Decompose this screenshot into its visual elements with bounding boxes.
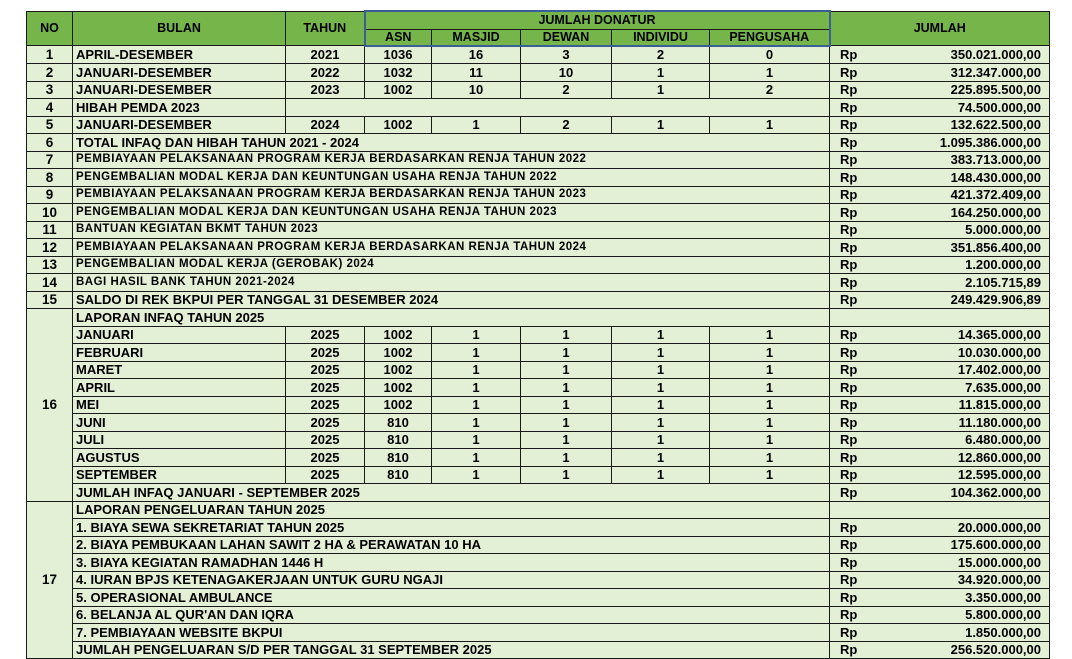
tahun-cell: 2025 [286,379,365,397]
table-row [27,81,1050,99]
table-row [27,46,1050,64]
bulan-cell: JULI [73,431,286,449]
empty-amount-cell [830,501,1050,519]
amount-cell: 421.372.409,00 [868,186,1050,204]
table-row [27,116,1050,134]
expense-row [27,624,1050,642]
currency-label: Rp [830,519,868,537]
row-number: 10 [27,204,73,222]
month-row [27,379,1050,397]
header-tahun: TAHUN [286,11,365,46]
masjid-cell: 16 [432,46,521,64]
row-number: 9 [27,186,73,204]
month-row [27,361,1050,379]
amount-cell: 225.895.500,00 [868,81,1050,99]
currency-label: Rp [830,46,868,64]
amount-cell: 11.815.000,00 [868,396,1050,414]
expense-row [27,606,1050,624]
asn-cell: 810 [365,466,432,484]
amount-cell: 312.347.000,00 [868,64,1050,82]
expense-row [27,589,1050,607]
amount-cell: 175.600.000,00 [868,536,1050,554]
amount-cell: 104.362.000,00 [868,484,1050,502]
amount-cell: 6.480.000,00 [868,431,1050,449]
description-cell: TOTAL INFAQ DAN HIBAH TAHUN 2021 - 2024 [73,134,830,152]
individu-cell: 1 [612,396,710,414]
pengusaha-cell: 1 [710,116,830,134]
amount-cell: 5.800.000,00 [868,606,1050,624]
individu-cell: 1 [612,116,710,134]
individu-cell: 1 [612,344,710,362]
row-number: 14 [27,274,73,292]
expense-row [27,519,1050,537]
table-row [27,186,1050,204]
masjid-cell: 1 [432,466,521,484]
currency-label: Rp [830,186,868,204]
table-row [27,291,1050,309]
amount-cell: 164.250.000,00 [868,204,1050,222]
month-row [27,449,1050,467]
tahun-cell: 2023 [286,81,365,99]
amount-cell: 2.105.715,89 [868,274,1050,292]
currency-label: Rp [830,379,868,397]
table-row [27,239,1050,257]
header-pengusaha: PENGUSAHA [710,29,830,46]
row-number: 7 [27,151,73,169]
expense-label: 2. BIAYA PEMBUKAAN LAHAN SAWIT 2 HA & PERAWATAN 10 HA [73,536,830,554]
masjid-cell: 1 [432,431,521,449]
asn-cell: 810 [365,414,432,432]
table-row [27,64,1050,82]
asn-cell: 1002 [365,396,432,414]
currency-label: Rp [830,116,868,134]
tahun-cell: 2025 [286,431,365,449]
bulan-cell: MEI [73,396,286,414]
expense-label: 3. BIAYA KEGIATAN RAMADHAN 1446 H [73,554,830,572]
row-number: 3 [27,81,73,99]
currency-label: Rp [830,361,868,379]
month-row [27,414,1050,432]
pengusaha-cell: 1 [710,64,830,82]
amount-cell: 11.180.000,00 [868,414,1050,432]
asn-cell: 1036 [365,46,432,64]
month-row [27,466,1050,484]
infaq-report-table [26,10,1050,659]
pengusaha-cell: 1 [710,361,830,379]
amount-cell: 74.500.000,00 [868,99,1050,117]
dewan-cell: 1 [521,449,612,467]
tahun-cell: 2025 [286,396,365,414]
currency-label: Rp [830,204,868,222]
pengusaha-cell: 1 [710,344,830,362]
amount-cell: 15.000.000,00 [868,554,1050,572]
table-row [27,151,1050,169]
individu-cell: 1 [612,64,710,82]
header-jumlah-donatur: JUMLAH DONATUR [365,11,830,29]
pengusaha-cell: 1 [710,414,830,432]
table-row [27,274,1050,292]
dewan-cell: 1 [521,361,612,379]
individu-cell: 1 [612,466,710,484]
month-row [27,344,1050,362]
amount-cell: 383.713.000,00 [868,151,1050,169]
asn-cell: 1002 [365,361,432,379]
month-row [27,326,1050,344]
individu-cell: 1 [612,326,710,344]
total-label: JUMLAH PENGELUARAN S/D PER TANGGAL 31 SEPTEMBER 2025 [73,641,830,659]
individu-cell: 1 [612,81,710,99]
dewan-cell: 2 [521,116,612,134]
currency-label: Rp [830,151,868,169]
pengusaha-cell: 1 [710,449,830,467]
table-row [27,256,1050,274]
pengusaha-cell: 2 [710,81,830,99]
dewan-cell: 1 [521,414,612,432]
dewan-cell: 2 [521,81,612,99]
header-masjid: MASJID [432,29,521,46]
currency-label: Rp [830,99,868,117]
expense-row [27,554,1050,572]
dewan-cell: 1 [521,466,612,484]
bulan-cell: SEPTEMBER [73,466,286,484]
bulan-cell: MARET [73,361,286,379]
bulan-cell: JANUARI-DESEMBER [73,64,286,82]
currency-label: Rp [830,221,868,239]
description-cell: PEMBIAYAAN PELAKSANAAN PROGRAM KERJA BERDASARKAN RENJA TAHUN 2024 [73,239,830,257]
dewan-cell: 1 [521,379,612,397]
dewan-cell: 1 [521,344,612,362]
currency-label: Rp [830,536,868,554]
header-asn: ASN [365,29,432,46]
row-number: 15 [27,291,73,309]
row-number: 4 [27,99,73,117]
description-cell: PENGEMBALIAN MODAL KERJA DAN KEUNTUNGAN USAHA RENJA TAHUN 2022 [73,169,830,187]
amount-cell: 256.520.000,00 [868,641,1050,659]
asn-cell: 810 [365,449,432,467]
description-cell: PEMBIAYAAN PELAKSANAAN PROGRAM KERJA BERDASARKAN RENJA TAHUN 2023 [73,186,830,204]
individu-cell: 2 [612,46,710,64]
currency-label: Rp [830,291,868,309]
header-row-1 [27,11,1050,29]
header-bulan: BULAN [73,11,286,46]
pengusaha-cell: 1 [710,466,830,484]
table-row [27,204,1050,222]
row-number: 6 [27,134,73,152]
dewan-cell: 1 [521,396,612,414]
individu-cell: 1 [612,414,710,432]
row-number: 1 [27,46,73,64]
row-number: 13 [27,256,73,274]
description-cell: PEMBIAYAAN PELAKSANAAN PROGRAM KERJA BERDASARKAN RENJA TAHUN 2022 [73,151,830,169]
header-dewan: DEWAN [521,29,612,46]
currency-label: Rp [830,606,868,624]
expense-label: 5. OPERASIONAL AMBULANCE [73,589,830,607]
bulan-cell: JANUARI-DESEMBER [73,116,286,134]
currency-label: Rp [830,64,868,82]
expense-row [27,536,1050,554]
amount-cell: 20.000.000,00 [868,519,1050,537]
amount-cell: 1.200.000,00 [868,256,1050,274]
bulan-cell: AGUSTUS [73,449,286,467]
header-individu: INDIVIDU [612,29,710,46]
amount-cell: 12.595.000,00 [868,466,1050,484]
amount-cell: 3.350.000,00 [868,589,1050,607]
month-row [27,396,1050,414]
tahun-cell: 2024 [286,116,365,134]
section-17-total-row [27,641,1050,659]
currency-label: Rp [830,641,868,659]
amount-cell: 249.429.906,89 [868,291,1050,309]
asn-cell: 1002 [365,326,432,344]
bulan-cell: FEBRUARI [73,344,286,362]
expense-label: 7. PEMBIAYAAN WEBSITE BKPUI [73,624,830,642]
tahun-cell: 2025 [286,326,365,344]
amount-cell: 351.856.400,00 [868,239,1050,257]
individu-cell: 1 [612,431,710,449]
pengusaha-cell: 1 [710,396,830,414]
amount-cell: 148.430.000,00 [868,169,1050,187]
individu-cell: 1 [612,449,710,467]
pengusaha-cell: 0 [710,46,830,64]
currency-label: Rp [830,239,868,257]
masjid-cell: 11 [432,64,521,82]
asn-cell: 1002 [365,379,432,397]
masjid-cell: 1 [432,414,521,432]
amount-cell: 10.030.000,00 [868,344,1050,362]
dewan-cell: 1 [521,326,612,344]
asn-cell: 1002 [365,344,432,362]
description-cell: PENGEMBALIAN MODAL KERJA DAN KEUNTUNGAN USAHA RENJA TAHUN 2023 [73,204,830,222]
currency-label: Rp [830,169,868,187]
section-16-title-row [27,309,1050,327]
asn-cell: 810 [365,431,432,449]
currency-label: Rp [830,81,868,99]
amount-cell: 12.860.000,00 [868,449,1050,467]
total-label: JUMLAH INFAQ JANUARI - SEPTEMBER 2025 [73,484,830,502]
row-number: 11 [27,221,73,239]
empty-cell [286,99,830,117]
description-cell: BAGI HASIL BANK TAHUN 2021-2024 [73,274,830,292]
currency-label: Rp [830,396,868,414]
tahun-cell: 2025 [286,344,365,362]
currency-label: Rp [830,484,868,502]
bulan-cell: APRIL-DESEMBER [73,46,286,64]
tahun-cell: 2025 [286,414,365,432]
description-cell: PENGEMBALIAN MODAL KERJA (GEROBAK) 2024 [73,256,830,274]
table-row [27,99,1050,117]
currency-label: Rp [830,414,868,432]
row-number: 8 [27,169,73,187]
currency-label: Rp [830,256,868,274]
masjid-cell: 1 [432,396,521,414]
amount-cell: 14.365.000,00 [868,326,1050,344]
tahun-cell: 2025 [286,449,365,467]
amount-cell: 132.622.500,00 [868,116,1050,134]
row-number: 12 [27,239,73,257]
masjid-cell: 10 [432,81,521,99]
amount-cell: 1.095.386.000,00 [868,134,1050,152]
asn-cell: 1002 [365,81,432,99]
row-number: 5 [27,116,73,134]
row-number: 2 [27,64,73,82]
section-title: LAPORAN INFAQ TAHUN 2025 [73,309,830,327]
currency-label: Rp [830,274,868,292]
header-jumlah: JUMLAH [830,11,1050,46]
bulan-cell: JUNI [73,414,286,432]
expense-row [27,571,1050,589]
currency-label: Rp [830,344,868,362]
tahun-cell: 2025 [286,466,365,484]
dewan-cell: 10 [521,64,612,82]
currency-label: Rp [830,571,868,589]
asn-cell: 1032 [365,64,432,82]
description-cell: SALDO DI REK BKPUI PER TANGGAL 31 DESEMBER 2024 [73,291,830,309]
tahun-cell: 2021 [286,46,365,64]
masjid-cell: 1 [432,116,521,134]
amount-cell: 7.635.000,00 [868,379,1050,397]
masjid-cell: 1 [432,361,521,379]
currency-label: Rp [830,449,868,467]
header-no: NO [27,11,73,46]
month-row [27,431,1050,449]
row-number: 17 [27,501,73,659]
asn-cell: 1002 [365,116,432,134]
section-16-total-row [27,484,1050,502]
amount-cell: 1.850.000,00 [868,624,1050,642]
masjid-cell: 1 [432,326,521,344]
expense-label: 6. BELANJA AL QUR'AN DAN IQRA [73,606,830,624]
pengusaha-cell: 1 [710,379,830,397]
expense-label: 1. BIAYA SEWA SEKRETARIAT TAHUN 2025 [73,519,830,537]
amount-cell: 17.402.000,00 [868,361,1050,379]
currency-label: Rp [830,554,868,572]
currency-label: Rp [830,134,868,152]
dewan-cell: 1 [521,431,612,449]
empty-amount-cell [830,309,1050,327]
currency-label: Rp [830,466,868,484]
bulan-cell: JANUARI-DESEMBER [73,81,286,99]
pengusaha-cell: 1 [710,326,830,344]
section-17-title-row [27,501,1050,519]
tahun-cell: 2025 [286,361,365,379]
dewan-cell: 3 [521,46,612,64]
masjid-cell: 1 [432,344,521,362]
table-row [27,134,1050,152]
masjid-cell: 1 [432,379,521,397]
individu-cell: 1 [612,361,710,379]
description-cell: BANTUAN KEGIATAN BKMT TAHUN 2023 [73,221,830,239]
bulan-cell: APRIL [73,379,286,397]
currency-label: Rp [830,431,868,449]
currency-label: Rp [830,589,868,607]
currency-label: Rp [830,624,868,642]
amount-cell: 350.021.000,00 [868,46,1050,64]
amount-cell: 34.920.000,00 [868,571,1050,589]
masjid-cell: 1 [432,449,521,467]
amount-cell: 5.000.000,00 [868,221,1050,239]
tahun-cell: 2022 [286,64,365,82]
description-cell: HIBAH PEMDA 2023 [73,99,286,117]
individu-cell: 1 [612,379,710,397]
currency-label: Rp [830,326,868,344]
expense-label: 4. IURAN BPJS KETENAGAKERJAAN UNTUK GURU NGAJI [73,571,830,589]
table-row [27,169,1050,187]
table-row [27,221,1050,239]
section-title: LAPORAN PENGELUARAN TAHUN 2025 [73,501,830,519]
pengusaha-cell: 1 [710,431,830,449]
bulan-cell: JANUARI [73,326,286,344]
row-number: 16 [27,309,73,502]
